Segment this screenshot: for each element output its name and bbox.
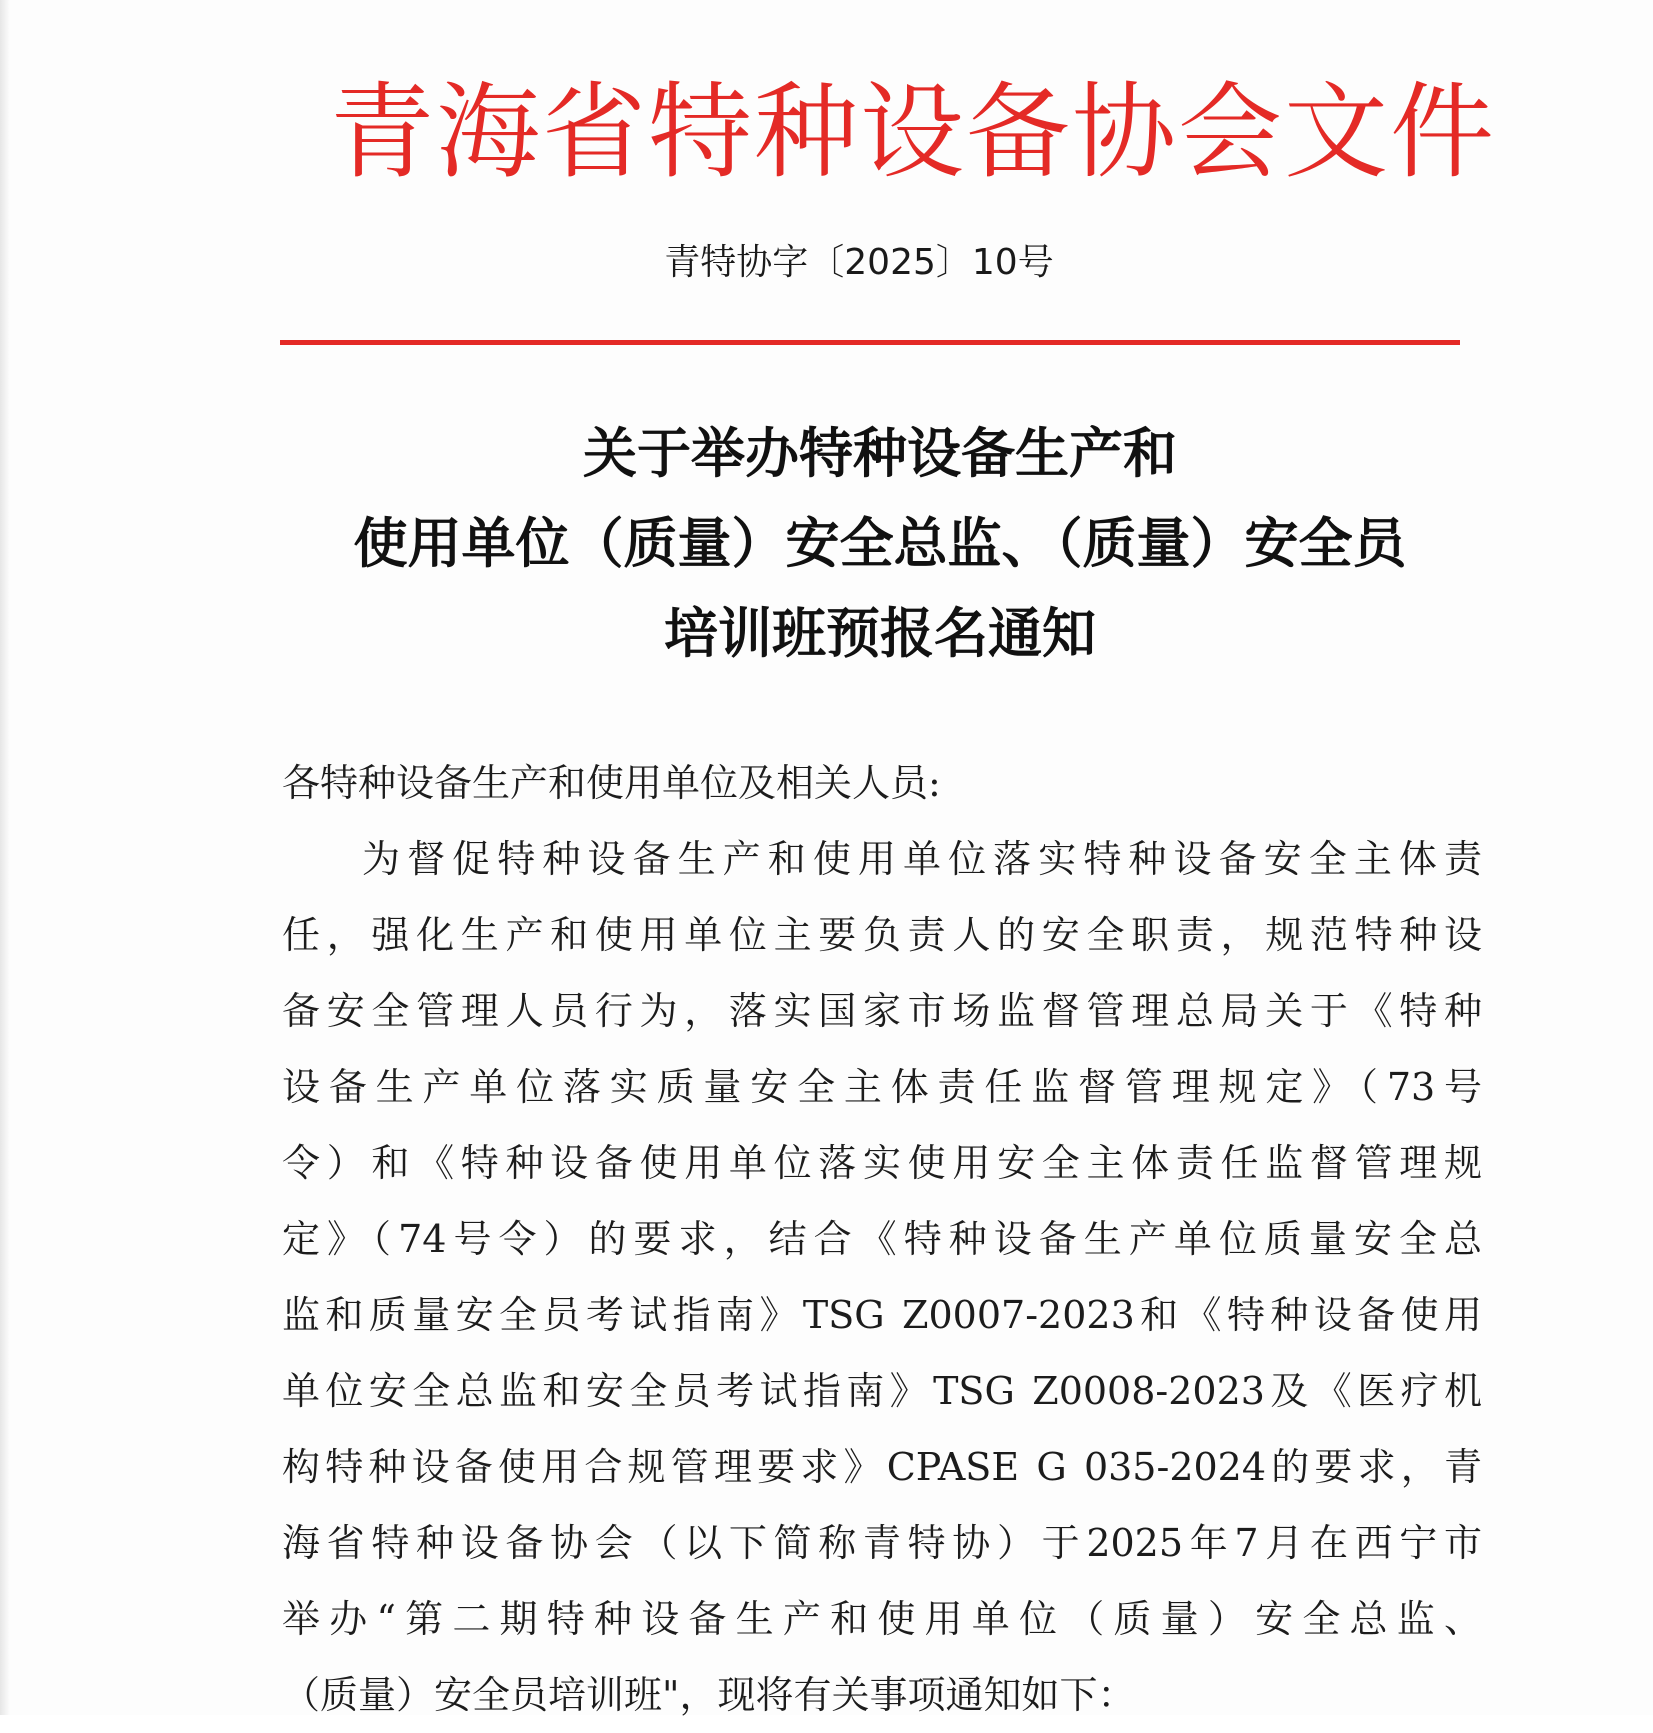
org-header-title: 青海省特种设备协会文件 — [330, 71, 1497, 193]
body-text-line: 设备生产单位落实质量安全主体责任监督管理规定》（73号 — [282, 1065, 1482, 1109]
notice-title — [270, 408, 1490, 678]
body-text-line: 备安全管理人员行为，落实国家市场监督管理总局关于《特种 — [282, 989, 1482, 1033]
notice-title-line: 关于举办特种设备生产和 — [583, 421, 1177, 485]
body-text-line: 任，强化生产和使用单位主要负责人的安全职责，规范特种设 — [282, 913, 1482, 957]
body-text-line: 单位安全总监和安全员考试指南》TSG Z0008-2023及《医疗机 — [282, 1369, 1482, 1413]
document-number: 青特协字〔2025〕10号 — [664, 242, 1054, 283]
salutation: 各特种设备生产和使用单位及相关人员: — [282, 761, 941, 805]
notice-body — [282, 745, 1482, 1733]
body-text-line: 构特种设备使用合规管理要求》CPASE G 035-2024的要求，青 — [282, 1445, 1482, 1489]
body-text-line: （质量）安全员培训班"，现将有关事项通知如下： — [282, 1673, 1136, 1717]
body-text-line: 海省特种设备协会（以下简称青特协）于2025年7月在西宁市 — [282, 1521, 1482, 1565]
body-text-line: 监和质量安全员考试指南》TSG Z0007-2023和《特种设备使用 — [282, 1293, 1482, 1337]
body-text-line: 为督促特种设备生产和使用单位落实特种设备安全主体责 — [362, 837, 1482, 881]
notice-title-line: 使用单位（质量）安全总监、（质量）安全员 — [353, 511, 1407, 575]
body-text-line: 定》（74号令）的要求，结合《特种设备生产单位质量安全总 — [282, 1217, 1482, 1261]
body-text-line: 举办“第二期特种设备生产和使用单位（质量）安全总监、 — [282, 1597, 1482, 1641]
notice-title-line: 培训班预报名通知 — [664, 601, 1096, 665]
red-divider-line — [280, 340, 1460, 345]
body-text-line: 令）和《特种设备使用单位落实使用安全主体责任监督管理规 — [282, 1141, 1482, 1185]
